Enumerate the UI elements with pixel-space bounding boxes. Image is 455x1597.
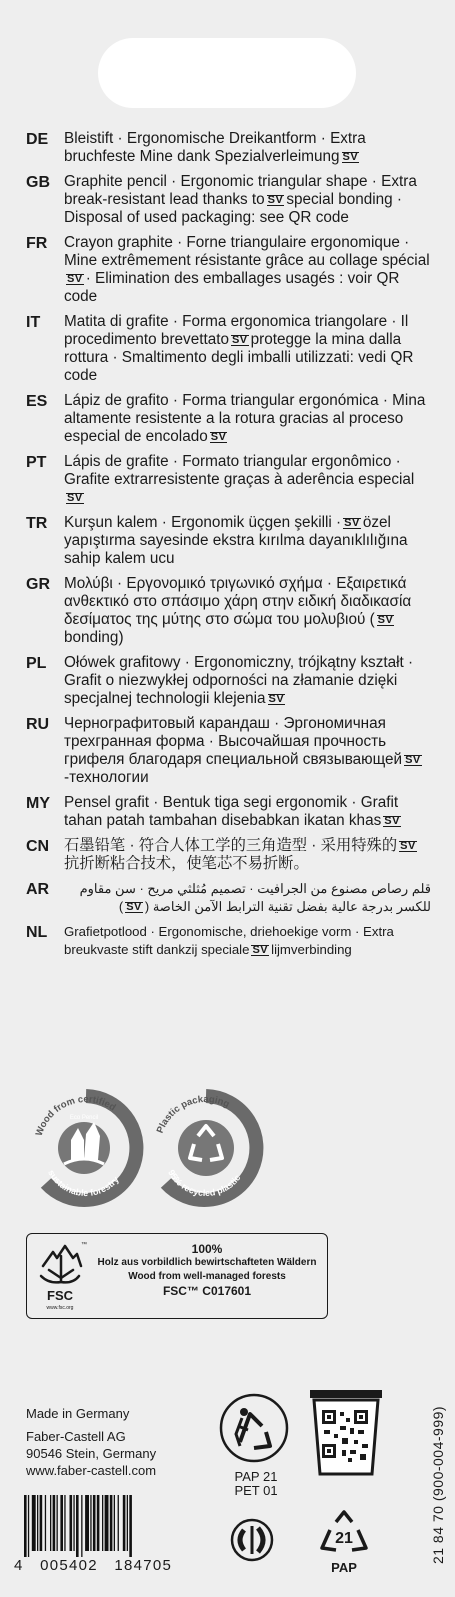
recycled-plastic-badge — [146, 1088, 266, 1208]
barcode-bar — [45, 1495, 46, 1551]
sv-mark-icon: SV — [267, 194, 284, 206]
description-part: special bonding · Disposal of used packaging: see QR code — [64, 191, 403, 226]
description-part: Matita di grafite · Forma ergonomica triangolare · Il procedimento brevettato — [64, 313, 409, 348]
sv-mark-icon: SV — [377, 614, 394, 626]
language-code: RU — [26, 716, 50, 733]
barcode-bar — [76, 1495, 79, 1557]
language-description — [64, 234, 431, 306]
language-row-fr — [26, 234, 431, 306]
language-description — [64, 923, 431, 959]
language-description — [64, 654, 431, 708]
description-part: Ołówek grafitowy · Ergonomiczny, trójkątny kształt · Grafit o niezwykłej odporności na złamanie dzięki specjalnej technologii klejenia — [64, 654, 414, 707]
barcode-bar — [90, 1495, 91, 1551]
barcode-bar — [118, 1495, 119, 1551]
description-part: Pensel grafit · Bentuk tiga segi ergonomik · Grafit tahan patah tambahan disebabkan ikatan khas — [64, 794, 399, 829]
barcode-bar — [40, 1495, 43, 1551]
language-code: TR — [26, 515, 48, 532]
barcode-bar — [24, 1495, 27, 1557]
language-row-pl — [26, 654, 431, 708]
description-part: Crayon graphite · Forne triangulaire ergonomique · Mine extrêmement résistante grâce au collage spécial — [64, 234, 430, 269]
barcode-bar — [73, 1495, 74, 1551]
recycling-codes — [226, 1470, 286, 1498]
language-code: AR — [26, 881, 50, 898]
language-description — [64, 794, 431, 830]
language-code: PL — [26, 655, 47, 672]
barcode-bar — [70, 1495, 73, 1551]
barcode — [22, 1495, 198, 1557]
description-part: bonding) — [64, 629, 124, 646]
barcode-digit-first: 4 — [14, 1557, 24, 1574]
language-description — [64, 514, 431, 568]
language-row-es — [26, 392, 431, 446]
barcode-bar — [53, 1495, 56, 1551]
language-code: MY — [26, 795, 50, 812]
language-description — [64, 837, 431, 873]
description-part: Graphite pencil · Ergonomic triangular shape · Extra break-resistant lead thanks to — [64, 173, 417, 208]
barcode-bar — [57, 1495, 58, 1551]
manufacturer-info — [26, 1405, 156, 1479]
language-description — [64, 880, 431, 916]
barcode-bar — [97, 1495, 100, 1551]
sv-mark-icon: SV — [344, 517, 360, 529]
eco-pencil-label: Eco Pencil — [69, 1115, 99, 1121]
sv-mark-icon: SV — [400, 840, 416, 852]
recycle-number: 21 — [335, 1530, 353, 1547]
pet01-label: PET 01 — [234, 1483, 278, 1498]
barcode-digits-mid: 005402 — [40, 1557, 98, 1574]
barcode-digits-last: 184705 — [114, 1557, 173, 1574]
barcode-bar — [114, 1495, 115, 1551]
plastic-badge-top-text: Plastic packaging — [154, 1094, 232, 1135]
language-description — [64, 575, 431, 647]
company-name: Faber-Castell AG — [26, 1429, 126, 1444]
fsc-percent: 100% — [191, 1242, 223, 1256]
fsc-logo-url: www.fsc.org — [46, 1305, 74, 1311]
sv-mark-icon: SV — [384, 815, 400, 827]
language-row-tr — [26, 514, 431, 568]
language-row-cn — [26, 837, 431, 873]
barcode-bar — [105, 1495, 109, 1551]
language-code: FR — [26, 235, 48, 252]
language-description — [64, 130, 431, 166]
barcode-bar — [110, 1495, 113, 1551]
language-row-my — [26, 794, 431, 830]
barcode-bar — [50, 1495, 51, 1551]
barcode-bar — [123, 1495, 126, 1551]
sv-mark-icon: SV — [405, 754, 421, 766]
article-code-text: 21 84 70 (900-004-999) — [430, 1405, 446, 1565]
language-description — [64, 313, 431, 385]
language-row-it — [26, 313, 431, 385]
wood-badge-bottom-text: sustainable forestry — [46, 1168, 121, 1199]
language-row-gr — [26, 575, 431, 647]
fsc-code: FSC™ C017601 — [162, 1284, 252, 1298]
made-in: Made in Germany — [26, 1406, 130, 1421]
fsc-line-en: Wood from well-managed forests — [128, 1271, 286, 1282]
description-part: özel yapıştırma sayesinde ekstra kırılma dayanıklılığına sahip kalem ucu — [64, 514, 408, 567]
barcode-bar — [127, 1495, 128, 1551]
language-row-ru — [26, 715, 431, 787]
sv-mark-icon: SV — [231, 334, 248, 346]
sv-mark-icon: SV — [268, 693, 285, 705]
sv-mark-icon: SV — [126, 901, 142, 913]
language-row-pt — [26, 453, 431, 507]
fsc-logo-text: FSC — [47, 1288, 73, 1303]
language-code: DE — [26, 131, 49, 148]
fsc-text — [95, 1242, 319, 1298]
barcode-bar — [28, 1495, 29, 1557]
description-part: ) — [118, 899, 124, 914]
language-list — [26, 130, 431, 966]
language-row-de — [26, 130, 431, 166]
waste-bin-qr-icon — [306, 1388, 386, 1478]
description-part: lijmverbinding — [271, 942, 352, 957]
description-part: 石墨铅笔 · 符合人体工学的三角造型 · 采用特殊的 — [64, 837, 398, 854]
barcode-bar — [64, 1495, 65, 1551]
barcode-bar — [93, 1495, 96, 1551]
wood-badge-top-text: Wood from certified — [33, 1094, 118, 1138]
sv-mark-icon: SV — [67, 492, 83, 504]
fsc-tm: ™ — [81, 1242, 87, 1248]
fsc-line-de: Holz aus vorbildlich bewirtschafteten Wäldern — [97, 1257, 317, 1268]
language-row-ar — [26, 880, 431, 916]
barcode-digits — [14, 1557, 172, 1574]
description-part: · Elimination des emballages usagés : voir QR code — [64, 270, 400, 305]
pap-label: PAP — [331, 1560, 357, 1575]
description-part: 抗折断粘合技术，使笔芯不易折断。 — [64, 855, 309, 872]
description-part: Kurşun kalem · Ergonomik üçgen şekilli · — [64, 514, 342, 531]
description-part: Lápis de grafite · Formato triangular ergonômico · Grafite extrarresistente graças à aderência especial — [64, 453, 415, 488]
language-description — [64, 173, 431, 227]
plastic-badge-bottom-text: 95% recycled plastic — [166, 1168, 243, 1199]
recycle-triangle-icon — [316, 1508, 372, 1558]
language-code: GR — [26, 576, 50, 593]
green-dot-icon — [230, 1518, 274, 1562]
language-description — [64, 453, 431, 507]
sv-mark-icon: SV — [67, 273, 83, 285]
sv-mark-icon: SV — [210, 431, 227, 443]
language-code: IT — [26, 314, 41, 331]
barcode-bar — [60, 1495, 63, 1551]
language-code: NL — [26, 924, 48, 941]
barcode-bar — [129, 1495, 132, 1557]
description-part: -технологии — [64, 769, 149, 786]
barcode-bar — [81, 1495, 82, 1557]
description-part: protegge la mina dalla rottura · Smaltimento degli imballi utilizzati: vedi QR code — [64, 331, 414, 384]
description-part: قلم رصاص مصنوع من الجرافيت · تصميم مُثلثي مريح · سن مقاوم للكسر بدرجة عالية بفضل تقنية الترابط الآمن الخاصة ( — [79, 881, 431, 914]
description-part: Чернографитовый карандаш · Эргономичная трехгранная форма · Высочайшая прочность грифеля благодаря специальной связывающей — [64, 715, 403, 768]
description-part: Bleistift · Ergonomische Dreikantform · Extra bruchfeste Mine dank Spezialverleimung — [64, 130, 366, 165]
barcode-bar — [85, 1495, 89, 1551]
pap21-label: PAP 21 — [234, 1469, 278, 1484]
sv-mark-icon: SV — [342, 151, 359, 163]
fsc-tree-logo-icon — [35, 1240, 85, 1312]
language-description — [64, 715, 431, 787]
hang-hole — [98, 38, 356, 108]
barcode-bar — [102, 1495, 103, 1551]
language-code: CN — [26, 838, 50, 855]
company-address: 90546 Stein, Germany — [26, 1446, 157, 1461]
wood-certified-badge — [26, 1088, 146, 1208]
recycling-person-icon — [218, 1392, 290, 1464]
description-part: Lápiz de grafito · Forma triangular ergonómica · Mina altamente resistente a la rotura gracias al proceso especial de encolado — [64, 392, 426, 445]
language-description — [64, 392, 431, 446]
description-part: Μολύβι · Εργονομικό τριγωνικό σχήμα · Εξαιρετικά ανθεκτικό στο σπάσιμο χάρη στην ειδική διαδικασία δεσίματος της μύτης στο σώμα του μολυβιού ( — [64, 575, 412, 628]
fsc-certification-box — [26, 1233, 328, 1319]
barcode-bar — [37, 1495, 38, 1551]
description-part: Grafietpotlood · Ergonomische, driehoekige vorm · Extra breukvaste stift dankzij speciale — [64, 924, 394, 957]
language-code: GB — [26, 174, 50, 191]
language-code: PT — [26, 454, 47, 471]
company-website: www.faber-castell.com — [26, 1463, 157, 1478]
article-code — [428, 1390, 448, 1580]
language-code: ES — [26, 393, 48, 410]
language-row-nl — [26, 923, 431, 959]
language-row-gb — [26, 173, 431, 227]
sv-mark-icon: SV — [252, 944, 269, 956]
barcode-bar — [32, 1495, 36, 1551]
